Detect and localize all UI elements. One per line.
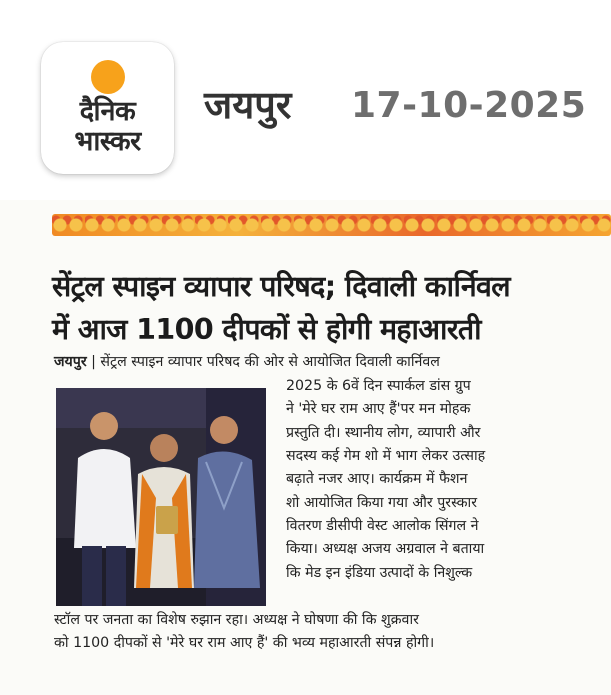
article-line-2: 2025 के 6वें दिन स्पार्कल डांस ग्रुप bbox=[286, 378, 471, 394]
article-line-3: ने 'मेरे घर राम आए हैं'पर मन मोहक bbox=[286, 401, 471, 417]
article-line-4: प्रस्तुति दी। स्थानीय लोग, व्यापारी और bbox=[286, 425, 481, 441]
article-line-1 bbox=[54, 351, 440, 374]
newspaper-clipping bbox=[0, 200, 611, 695]
logo-text-line1: दैनिक bbox=[79, 96, 136, 127]
article-line-12: को 1100 दीपकों से 'मेरे घर राम आए हैं' की भव्य महाआरती संपन्न होगी। bbox=[54, 635, 435, 651]
edition-city: जयपुर bbox=[204, 83, 292, 127]
edition-date: 17-10-2025 bbox=[351, 85, 587, 126]
dateline-place: जयपुर bbox=[54, 354, 87, 370]
article-line-11: स्टॉल पर जनता का विशेष रुझान रहा। अध्यक्ष ने घोषणा की कि शुक्रवार bbox=[54, 612, 419, 628]
article-line-1-text: | सेंट्रल स्पाइन व्यापार परिषद की ओर से आयोजित दिवाली कार्निवल bbox=[86, 354, 440, 370]
headline-line-2: में आज 1100 दीपकों से होगी महाआरती bbox=[52, 313, 481, 346]
marigold-garland-image bbox=[52, 214, 611, 236]
article-line-10: कि मेड इन इंडिया उत्पादों के निशुल्क bbox=[286, 565, 473, 581]
article-line-6: बढ़ाते नजर आए। कार्यक्रम में फैशन bbox=[286, 471, 468, 487]
article-line-7: शो आयोजित किया गया और पुरस्कार bbox=[286, 495, 477, 511]
app-header bbox=[0, 0, 611, 200]
logo-text-line2: भास्कर bbox=[74, 126, 141, 157]
article-line-5: सदस्य कई गेम शो में भाग लेकर उत्साह bbox=[286, 448, 486, 464]
headline-line-1: सेंट्रल स्पाइन व्यापार परिषद; दिवाली कार्निवल bbox=[52, 270, 511, 303]
award-ceremony-photo bbox=[56, 388, 266, 606]
article-line-8: वितरण डीसीपी वेस्ट आलोक सिंगल ने bbox=[286, 518, 479, 534]
award-ceremony-photo-drawing bbox=[56, 388, 266, 606]
article-line-9: किया। अध्यक्ष अजय अग्रवाल ने बताया bbox=[286, 541, 485, 557]
sun-icon bbox=[91, 60, 125, 94]
dainik-bhaskar-logo[interactable] bbox=[41, 42, 174, 174]
